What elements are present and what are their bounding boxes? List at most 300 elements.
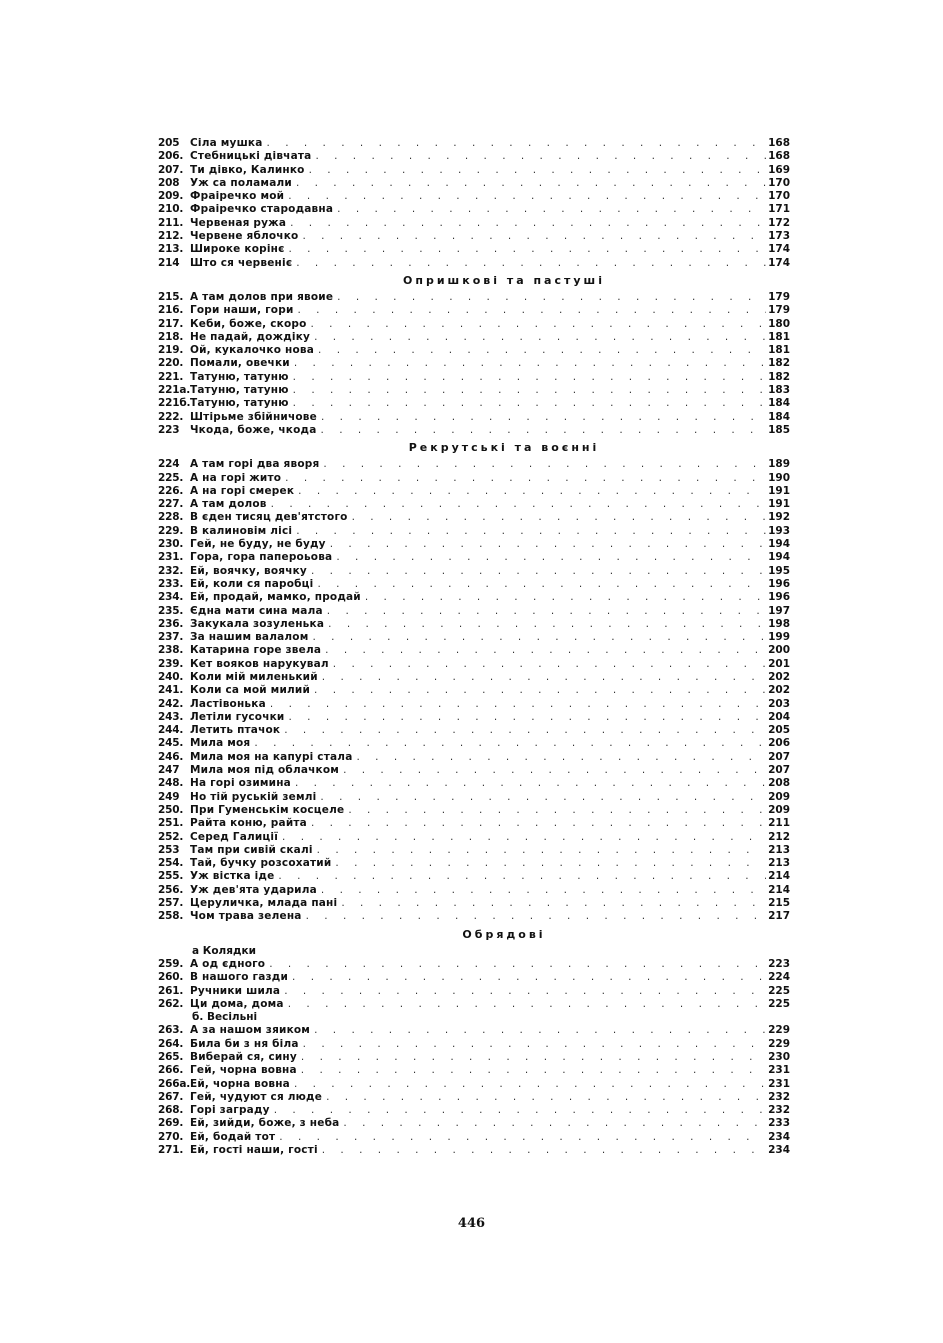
- dot-leader: [297, 1051, 766, 1064]
- entry-number: 255.: [158, 870, 184, 883]
- section-heading-1: Опришкові та пастуші: [403, 273, 605, 287]
- dot-leader: [333, 203, 766, 216]
- entry-number: 242.: [158, 697, 184, 710]
- dot-leader: [310, 331, 766, 344]
- dot-leader: [265, 958, 766, 971]
- entry-title: Летіли гусочки: [190, 710, 285, 723]
- entry-title: За нашим валалом: [190, 631, 309, 644]
- dot-leader: [298, 230, 766, 243]
- toc-entry: [158, 1064, 790, 1077]
- toc-entry: [158, 397, 790, 410]
- dot-leader: [310, 684, 766, 697]
- dot-leader: [310, 1024, 766, 1037]
- entry-number: 212.: [158, 230, 184, 243]
- toc-block-4: [158, 958, 790, 1011]
- entry-title: Летить птачок: [190, 724, 281, 737]
- entry-page: 207: [768, 764, 790, 777]
- toc-entry: [158, 591, 790, 604]
- dot-leader: [323, 605, 766, 618]
- entry-number: 216.: [158, 304, 184, 317]
- toc-entry: [158, 751, 790, 764]
- dot-leader: [331, 857, 766, 870]
- entry-title: Но тій руській землі: [190, 790, 317, 803]
- entry-title: Мила моя: [190, 737, 251, 750]
- toc-entry: [158, 551, 790, 564]
- entry-number: 241.: [158, 684, 184, 697]
- entry-number: 234.: [158, 591, 184, 604]
- dot-leader: [361, 591, 766, 604]
- toc-entry: [158, 485, 790, 498]
- entry-title: Виберай ся, сину: [190, 1051, 297, 1063]
- dot-leader: [292, 525, 766, 538]
- entry-page: 206: [768, 737, 790, 750]
- entry-number: 217.: [158, 317, 184, 330]
- toc-entry: [158, 884, 790, 897]
- entry-page: 196: [768, 591, 790, 604]
- toc-entry: [158, 357, 790, 370]
- entry-number: 243.: [158, 710, 184, 723]
- entry-page: 225: [768, 984, 790, 997]
- toc-entry: [158, 1091, 790, 1104]
- entry-number: 223: [158, 423, 180, 436]
- entry-title: А там долов: [190, 498, 267, 511]
- toc-entry: [158, 525, 790, 538]
- toc-entry: [158, 658, 790, 671]
- entry-number: 266а.: [158, 1077, 190, 1090]
- entry-title: Фраіречко мой: [190, 190, 285, 203]
- dot-leader: [299, 1038, 766, 1051]
- toc-entry: [158, 344, 790, 357]
- toc-entry: [158, 384, 790, 397]
- toc-entry: [158, 511, 790, 524]
- entry-page: 234: [768, 1144, 790, 1157]
- dot-leader: [290, 1078, 766, 1091]
- dot-leader: [290, 357, 766, 370]
- entry-page: 181: [768, 344, 790, 357]
- entry-number: 250.: [158, 803, 184, 816]
- entry-page: 233: [768, 1117, 790, 1130]
- entry-number: 213.: [158, 243, 184, 256]
- entry-page: 194: [768, 551, 790, 564]
- entry-number: 227.: [158, 498, 184, 511]
- entry-title: Гей, чорна вовна: [190, 1064, 297, 1077]
- entry-page: 214: [768, 883, 790, 896]
- entry-page: 191: [768, 484, 790, 497]
- entry-page: 229: [768, 1037, 790, 1050]
- entry-number: 228.: [158, 511, 184, 524]
- entry-number: 270.: [158, 1130, 184, 1143]
- toc-entry: [158, 1117, 790, 1130]
- toc-entry: [158, 150, 790, 163]
- entry-number: 233.: [158, 577, 184, 590]
- entry-number: 205: [158, 137, 180, 149]
- entry-number: 218.: [158, 330, 184, 343]
- entry-number: 208: [158, 176, 180, 189]
- toc-entry: [158, 764, 790, 777]
- entry-page: 199: [768, 631, 790, 644]
- entry-number: 267.: [158, 1090, 184, 1103]
- dot-leader: [329, 658, 766, 671]
- dot-leader: [313, 844, 766, 857]
- entry-number: 221а.: [158, 384, 190, 397]
- entry-page: 171: [768, 203, 790, 216]
- entry-title: Што ся червеніє: [190, 256, 293, 269]
- entry-number: 240.: [158, 670, 184, 683]
- entry-title: Кет вояков нарукувал: [190, 657, 329, 670]
- dot-leader: [267, 498, 766, 511]
- entry-page: 168: [768, 137, 790, 149]
- toc-entry: [158, 1131, 790, 1144]
- entry-page: 172: [768, 216, 790, 229]
- dot-leader: [321, 644, 766, 657]
- entry-page: 181: [768, 330, 790, 343]
- entry-title: Сіла мушка: [190, 137, 263, 149]
- toc-entry: [158, 217, 790, 230]
- entry-page: 232: [768, 1104, 790, 1117]
- entry-number: 245.: [158, 737, 184, 750]
- entry-page: 209: [768, 790, 790, 803]
- dot-leader: [317, 411, 766, 424]
- entry-number: 206.: [158, 150, 184, 163]
- dot-leader: [348, 511, 766, 524]
- entry-number: 226.: [158, 484, 184, 497]
- toc-entry: [158, 671, 790, 684]
- entry-page: 170: [768, 190, 790, 203]
- entry-page: 169: [768, 163, 790, 176]
- entry-number: 215.: [158, 290, 184, 303]
- entry-number: 249: [158, 790, 180, 803]
- entry-number: 236.: [158, 617, 184, 630]
- entry-page: 183: [768, 384, 790, 397]
- toc-entry: [158, 605, 790, 618]
- section-heading-3: Обрядові: [462, 927, 546, 941]
- dot-leader: [324, 618, 766, 631]
- entry-title: Стебницькі дівчата: [190, 150, 312, 163]
- entry-page: 189: [768, 458, 790, 471]
- entry-number: 256.: [158, 883, 184, 896]
- entry-number: 224: [158, 458, 180, 471]
- entry-page: 182: [768, 357, 790, 370]
- entry-number: 247: [158, 764, 180, 777]
- entry-number: 221.: [158, 370, 184, 383]
- dot-leader: [281, 472, 766, 485]
- entry-page: 184: [768, 397, 790, 410]
- entry-number: 252.: [158, 830, 184, 843]
- entry-title: Била би з ня біла: [190, 1037, 299, 1050]
- entry-title: Ластівонька: [190, 697, 266, 710]
- toc-entry: [158, 1104, 790, 1117]
- entry-title: Татуню, татуню: [190, 384, 289, 397]
- entry-number: 253: [158, 843, 180, 856]
- entry-page: 212: [768, 830, 790, 843]
- toc-entry: [158, 737, 790, 750]
- entry-title: Ей, зийди, боже, з неба: [190, 1117, 340, 1130]
- toc-entry: [158, 1144, 790, 1157]
- entry-title: Уж дев'ята ударила: [190, 883, 317, 896]
- toc-entry: [158, 203, 790, 216]
- entry-number: 257.: [158, 897, 184, 910]
- entry-number: 214: [158, 256, 180, 269]
- entry-page: 168: [768, 150, 790, 163]
- entry-page: 201: [768, 657, 790, 670]
- entry-title: Помали, овечки: [190, 357, 290, 370]
- dot-leader: [339, 764, 766, 777]
- entry-title: А на горі жито: [190, 471, 282, 484]
- dot-leader: [318, 1144, 766, 1157]
- dot-leader: [292, 177, 766, 190]
- toc-entry: [158, 243, 790, 256]
- entry-number: 222.: [158, 410, 184, 423]
- dot-leader: [288, 971, 766, 984]
- toc-entry: [158, 1078, 790, 1091]
- entry-title: Церуличка, млада пані: [190, 897, 338, 910]
- entry-title: Гори наши, гори: [190, 304, 294, 317]
- entry-page: 185: [768, 423, 790, 436]
- toc-entry: [158, 711, 790, 724]
- toc-entry: [158, 472, 790, 485]
- dot-leader: [289, 397, 766, 410]
- dot-leader: [270, 1104, 766, 1117]
- entry-title: Закукала зозуленька: [190, 617, 325, 630]
- entry-number: 268.: [158, 1104, 184, 1117]
- entry-title: Катарина горе звела: [190, 644, 322, 657]
- entry-title: Коли мій миленький: [190, 670, 318, 683]
- toc-entry: [158, 424, 790, 437]
- entry-number: 229.: [158, 524, 184, 537]
- dot-leader: [292, 257, 766, 270]
- toc-block-2: [158, 291, 790, 437]
- entry-page: 170: [768, 176, 790, 189]
- entry-number: 209.: [158, 190, 184, 203]
- entry-number: 211.: [158, 216, 184, 229]
- entry-number: 262.: [158, 997, 184, 1010]
- toc-entry: [158, 831, 790, 844]
- entry-title: Штірьме збійничове: [190, 410, 317, 423]
- toc-entry: [158, 857, 790, 870]
- toc-entry: [158, 1038, 790, 1051]
- entry-page: 190: [768, 471, 790, 484]
- subsection-heading-1: а Колядки: [192, 944, 256, 957]
- entry-page: 191: [768, 498, 790, 511]
- dot-leader: [307, 318, 767, 331]
- entry-page: 234: [768, 1130, 790, 1143]
- toc-entry: [158, 971, 790, 984]
- entry-title: Ой, кукалочко нова: [190, 344, 315, 357]
- entry-page: 211: [768, 817, 790, 830]
- toc-entry: [158, 870, 790, 883]
- dot-leader: [332, 551, 766, 564]
- dot-leader: [274, 870, 766, 883]
- entry-title: Райта коню, райта: [190, 817, 307, 830]
- dot-leader: [275, 1131, 766, 1144]
- dot-leader: [317, 424, 766, 437]
- dot-leader: [284, 190, 766, 203]
- entry-title: Ей, коли ся паробці: [190, 577, 314, 590]
- entry-number: 225.: [158, 471, 184, 484]
- entry-title: Там при сивій скалі: [190, 843, 313, 856]
- toc-entry: [158, 644, 790, 657]
- toc-entry: [158, 230, 790, 243]
- entry-title: Ей, гості наши, гості: [190, 1144, 318, 1157]
- toc-entry: [158, 257, 790, 270]
- entry-title: На горі озимина: [190, 777, 291, 790]
- toc-entry: [158, 371, 790, 384]
- toc-entry: [158, 804, 790, 817]
- dot-leader: [317, 884, 766, 897]
- dot-leader: [285, 243, 767, 256]
- entry-page: 213: [768, 857, 790, 870]
- dot-leader: [294, 304, 767, 317]
- entry-number: 266.: [158, 1064, 184, 1077]
- toc-entry: [158, 998, 790, 1011]
- entry-title: При Гуменськім косцеле: [190, 803, 345, 816]
- toc-entry: [158, 578, 790, 591]
- toc-entry: [158, 791, 790, 804]
- entry-page: 195: [768, 564, 790, 577]
- toc-entry: [158, 958, 790, 971]
- entry-title: А на горі смерек: [190, 484, 295, 497]
- entry-page: 208: [768, 777, 790, 790]
- dot-leader: [280, 724, 766, 737]
- entry-title: Татуню, татуню: [190, 370, 289, 383]
- dot-leader: [339, 1117, 766, 1130]
- entry-title: Гора, гора папероьова: [190, 551, 333, 564]
- entry-title: Кеби, боже, скоро: [190, 317, 307, 330]
- entry-title: Чом трава зелена: [190, 910, 302, 923]
- entry-title: А там долов при явоие: [190, 290, 334, 303]
- entry-number: 259.: [158, 957, 184, 970]
- entry-title: Уж вістка іде: [190, 870, 275, 883]
- entry-page: 213: [768, 843, 790, 856]
- toc-entry: [158, 844, 790, 857]
- entry-page: 192: [768, 511, 790, 524]
- entry-page: 209: [768, 803, 790, 816]
- dot-leader: [313, 578, 766, 591]
- entry-page: 215: [768, 897, 790, 910]
- entry-title: Серед Галиції: [190, 830, 279, 843]
- entry-page: 182: [768, 370, 790, 383]
- toc-entry: [158, 910, 790, 923]
- entry-number: 260.: [158, 971, 184, 984]
- toc-entry: [158, 698, 790, 711]
- dot-leader: [285, 711, 767, 724]
- entry-title: Ей, бодай тот: [190, 1130, 276, 1143]
- entry-number: 265.: [158, 1051, 184, 1063]
- dot-leader: [307, 565, 766, 578]
- entry-number: 235.: [158, 604, 184, 617]
- dot-leader: [333, 291, 766, 304]
- entry-title: Ей, чорна вовна: [190, 1077, 290, 1090]
- entry-title: Фраіречко стародавна: [190, 203, 334, 216]
- entry-page: 205: [768, 724, 790, 737]
- entry-number: 269.: [158, 1117, 184, 1130]
- entry-title: Ей, продай, мамко, продай: [190, 591, 361, 604]
- entry-page: 174: [768, 256, 790, 269]
- dot-leader: [280, 985, 766, 998]
- toc-entry: [158, 817, 790, 830]
- entry-title: Гей, не буду, не буду: [190, 538, 326, 551]
- toc-entry: [158, 458, 790, 471]
- toc-entry: [158, 1051, 790, 1064]
- toc-entry: [158, 777, 790, 790]
- dot-leader: [250, 737, 766, 750]
- toc-entry: [158, 304, 790, 317]
- entry-title: Мила моя під облачком: [190, 764, 340, 777]
- dot-leader: [326, 538, 766, 551]
- entry-page: 198: [768, 617, 790, 630]
- entry-title: В єден тисяц дев'ятстого: [190, 511, 348, 524]
- toc-entry: [158, 1024, 790, 1037]
- entry-title: Ти дівко, Калинко: [190, 163, 305, 176]
- entry-number: 232.: [158, 564, 184, 577]
- subsection-heading-2: б. Весільні: [192, 1011, 258, 1024]
- entry-title: Червеная ружа: [190, 216, 287, 229]
- table-of-contents: [158, 137, 790, 1157]
- entry-page: 230: [768, 1051, 790, 1063]
- entry-page: 203: [768, 697, 790, 710]
- toc-entry: [158, 985, 790, 998]
- dot-leader: [289, 371, 766, 384]
- entry-number: 271.: [158, 1144, 184, 1157]
- entry-title: Тай, бучку розсохатий: [190, 857, 332, 870]
- toc-entry: [158, 164, 790, 177]
- entry-title: Не падай, дождіку: [190, 330, 311, 343]
- entry-number: 258.: [158, 910, 184, 923]
- dot-leader: [322, 1091, 766, 1104]
- entry-title: А там горі два яворя: [190, 458, 320, 471]
- entry-number: 238.: [158, 644, 184, 657]
- toc-entry: [158, 177, 790, 190]
- toc-entry: [158, 565, 790, 578]
- entry-number: 219.: [158, 344, 184, 357]
- dot-leader: [294, 485, 766, 498]
- dot-leader: [266, 698, 766, 711]
- dot-leader: [344, 804, 766, 817]
- entry-number: 248.: [158, 777, 184, 790]
- entry-page: 179: [768, 304, 790, 317]
- entry-page: 194: [768, 538, 790, 551]
- toc-entry: [158, 331, 790, 344]
- entry-number: 263.: [158, 1024, 184, 1037]
- entry-page: 202: [768, 684, 790, 697]
- dot-leader: [319, 458, 766, 471]
- dot-leader: [263, 137, 766, 150]
- dot-leader: [284, 998, 766, 1011]
- entry-title: Ей, воячку, воячку: [190, 564, 307, 577]
- toc-entry: [158, 897, 790, 910]
- entry-page: 196: [768, 577, 790, 590]
- entry-title: Уж са поламали: [190, 176, 292, 189]
- entry-title: Горі заграду: [190, 1104, 270, 1117]
- entry-title: Гей, чудуют ся люде: [190, 1090, 323, 1103]
- entry-number: 254.: [158, 857, 184, 870]
- entry-page: 207: [768, 750, 790, 763]
- entry-title: Коли са мой милий: [190, 684, 311, 697]
- entry-page: 193: [768, 524, 790, 537]
- entry-page: 202: [768, 670, 790, 683]
- dot-leader: [302, 910, 766, 923]
- entry-page: 231: [768, 1064, 790, 1077]
- toc-entry: [158, 498, 790, 511]
- entry-page: 197: [768, 604, 790, 617]
- entry-page: 204: [768, 710, 790, 723]
- dot-leader: [291, 777, 766, 790]
- entry-page: 225: [768, 997, 790, 1010]
- toc-block-1: [158, 137, 790, 270]
- entry-title: В нашого газди: [190, 971, 289, 984]
- entry-number: 231.: [158, 551, 184, 564]
- dot-leader: [289, 384, 766, 397]
